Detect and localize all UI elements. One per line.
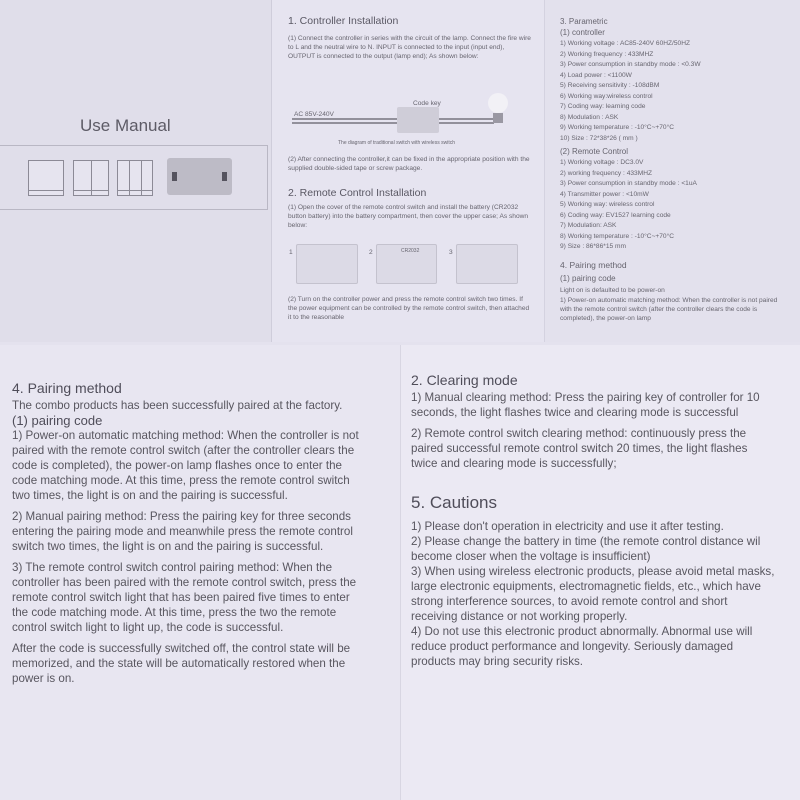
clearing-title: 2. Clearing mode — [411, 372, 518, 388]
cautions-title: 5. Cautions — [411, 493, 497, 512]
spec-item: 7) Coding way: learning code — [560, 103, 646, 110]
spec-item: 6) Working way:wireless control — [560, 92, 653, 100]
pairing-small-sub: (1) pairing code — [560, 274, 616, 283]
diagram-code-key: Code key — [413, 100, 441, 107]
spec-item: 4) Transmitter power : <10mW — [560, 190, 649, 198]
spec-item: 9) Size : 86*86*15 mm — [560, 243, 626, 250]
caution-item: 4) Do not use this electronic product abnormally. Abnormal use will reduce product performance and longevity. Seriously damaged products may bring security risks. — [411, 625, 753, 668]
spec-item: 2) working frequency : 433MHZ — [560, 169, 652, 177]
spec-item: 5) Working way: wireless control — [560, 201, 655, 208]
clearing-cautions-page — [400, 345, 800, 800]
cover-page — [0, 0, 272, 342]
pairing-intro: The combo products has been successfully paired at the factory. — [12, 399, 343, 412]
pairing-p3: 3) The remote control switch control pairing method: When the controller has been paired with the remote control switch, press the remote control switch light that has been paired five times to enter the code matching mode. At this time, press the two the remote control switch light to light up, the code is successful. — [12, 561, 357, 634]
pairing-p4: After the code is successfully switched off, the control state will be memorized, and the state will be automatically restored when the power is on. — [12, 642, 351, 685]
spec-item: 1) Working voltage : AC85-240V 60HZ/50HZ — [560, 40, 690, 47]
controller-specs — [560, 39, 701, 144]
diagram-voltage: AC 85V-240V — [294, 111, 334, 118]
pairing-p1: 1) Power-on automatic matching method: When the controller is not paired with the remote control switch (after the controller clears the code is completed), the power-on lamp flashes once to enter the code matching mode. At this time, press the remote control switch two times, the light is on and the pairing is successful. — [12, 429, 359, 502]
remote-subtitle: (2) Remote Control — [560, 147, 629, 156]
spec-item: 9) Working temperature : -10°C~+70°C — [560, 124, 674, 131]
section2-p2: (2) Turn on the controller power and press the remote control switch two times. If the power equipment can be controlled by the remote control switch, then attached it to the reasonable — [288, 296, 530, 321]
controller-module-icon — [167, 158, 232, 195]
section1-title: 1. Controller Installation — [288, 15, 399, 27]
clearing-p2: 2) Remote control switch clearing method: continuously press the paired successful remote control switch 20 times, the light flashes twice and clearing mode is successfully; — [411, 427, 748, 470]
pairing-title: 4. Pairing method — [12, 380, 122, 396]
remote-specs — [560, 158, 697, 253]
section1-p1: (1) Connect the controller in series with the circuit of the lamp. Connect the fire wire to L and the neutral wire to N. INPUT is connected to the input (input end), OUTPUT is connected to the output (lamp end); As shown below: — [288, 35, 531, 60]
step-2-label: 2 — [369, 249, 373, 256]
one-gang-switch-icon — [28, 160, 64, 196]
step-3-image — [456, 244, 518, 284]
pairing-small-note: Light on is defaulted to be power-on — [560, 287, 665, 294]
parameter-page — [545, 0, 800, 342]
controller-icon — [397, 107, 439, 133]
caution-item: 2) Please change the battery in time (the remote control distance wil become closer when the voltage is insufficient) — [411, 535, 761, 563]
caution-item: 1) Please don't operation in electricity and use it after testing. — [411, 520, 724, 533]
pairing-small-title: 4. Pairing method — [560, 260, 627, 270]
spec-item: 4) Load power : <1100W — [560, 71, 632, 79]
clearing-p1: 1) Manual clearing method: Press the pairing key of controller for 10 seconds, the light flashes twice and clearing mode is successful — [411, 391, 760, 419]
section3-title: 3. Parametric — [560, 17, 608, 26]
step-1-label: 1 — [289, 249, 293, 256]
spec-item: 1) Working voltage : DC3.0V — [560, 159, 644, 166]
two-gang-switch-icon — [73, 160, 109, 196]
spec-item: 3) Power consumption in standby mode : <0.3W — [560, 61, 701, 68]
three-gang-switch-icon — [117, 160, 153, 196]
step-2-image — [376, 244, 437, 284]
step-1-image — [296, 244, 358, 284]
spec-item: 2) Working frequency : 433MHZ — [560, 50, 654, 58]
spec-item: 7) Modulation: ASK — [560, 222, 617, 229]
step-3-label: 3 — [449, 249, 453, 256]
diagram-caption: The diagram of traditional switch with wireless switch — [338, 140, 455, 146]
spec-item: 6) Coding way: EV1527 learning code — [560, 211, 671, 219]
installation-page — [272, 0, 545, 342]
spec-item: 3) Power consumption in standby mode : <1uA — [560, 180, 697, 187]
spec-item: 8) Working temperature : -10°C~+70°C — [560, 232, 674, 240]
spec-item: 8) Modulation : ASK — [560, 113, 619, 121]
pairing-p2: 2) Manual pairing method: Press the pairing key for three seconds entering the pairing mode and meanwhile press the remote control switch two times, the light is on and the pairing is successful. — [12, 510, 353, 553]
spec-item: 10) Size : 72*38*26 ( mm ) — [560, 134, 638, 142]
spec-item: 5) Receiving sensitivity : -108dBM — [560, 82, 660, 89]
pairing-small-p1: 1) Power-on automatic matching method: When the controller is not paired with the remote control switch (after the controller clears the code is completed), the power-on lamp — [560, 297, 778, 322]
caution-item: 3) When using wireless electronic products, please avoid metal masks, large electronic equipments, electromagnetic fields, etc., which have strong interference sources, to avoid remote control and short receiving distance or not working properly. — [411, 565, 775, 623]
controller-subtitle: (1) controller — [560, 28, 605, 37]
section1-p2: (2) After connecting the controller,it can be fixed in the appropriate position with the supplied double-sided tape or screw package. — [288, 156, 530, 172]
cover-title: Use Manual — [80, 116, 171, 135]
section2-title: 2. Remote Control Installation — [288, 187, 427, 199]
top-manual-photo — [0, 0, 800, 342]
section2-p1: (1) Open the cover of the remote control switch and install the battery (CR2032 button battery) into the battery compartment, then cover the upper case; As shown below: — [288, 204, 529, 229]
pairing-page — [0, 345, 400, 800]
pairing-subtitle: (1) pairing code — [12, 413, 103, 428]
battery-label: CR2032 — [401, 248, 420, 254]
lamp-icon — [488, 93, 508, 113]
